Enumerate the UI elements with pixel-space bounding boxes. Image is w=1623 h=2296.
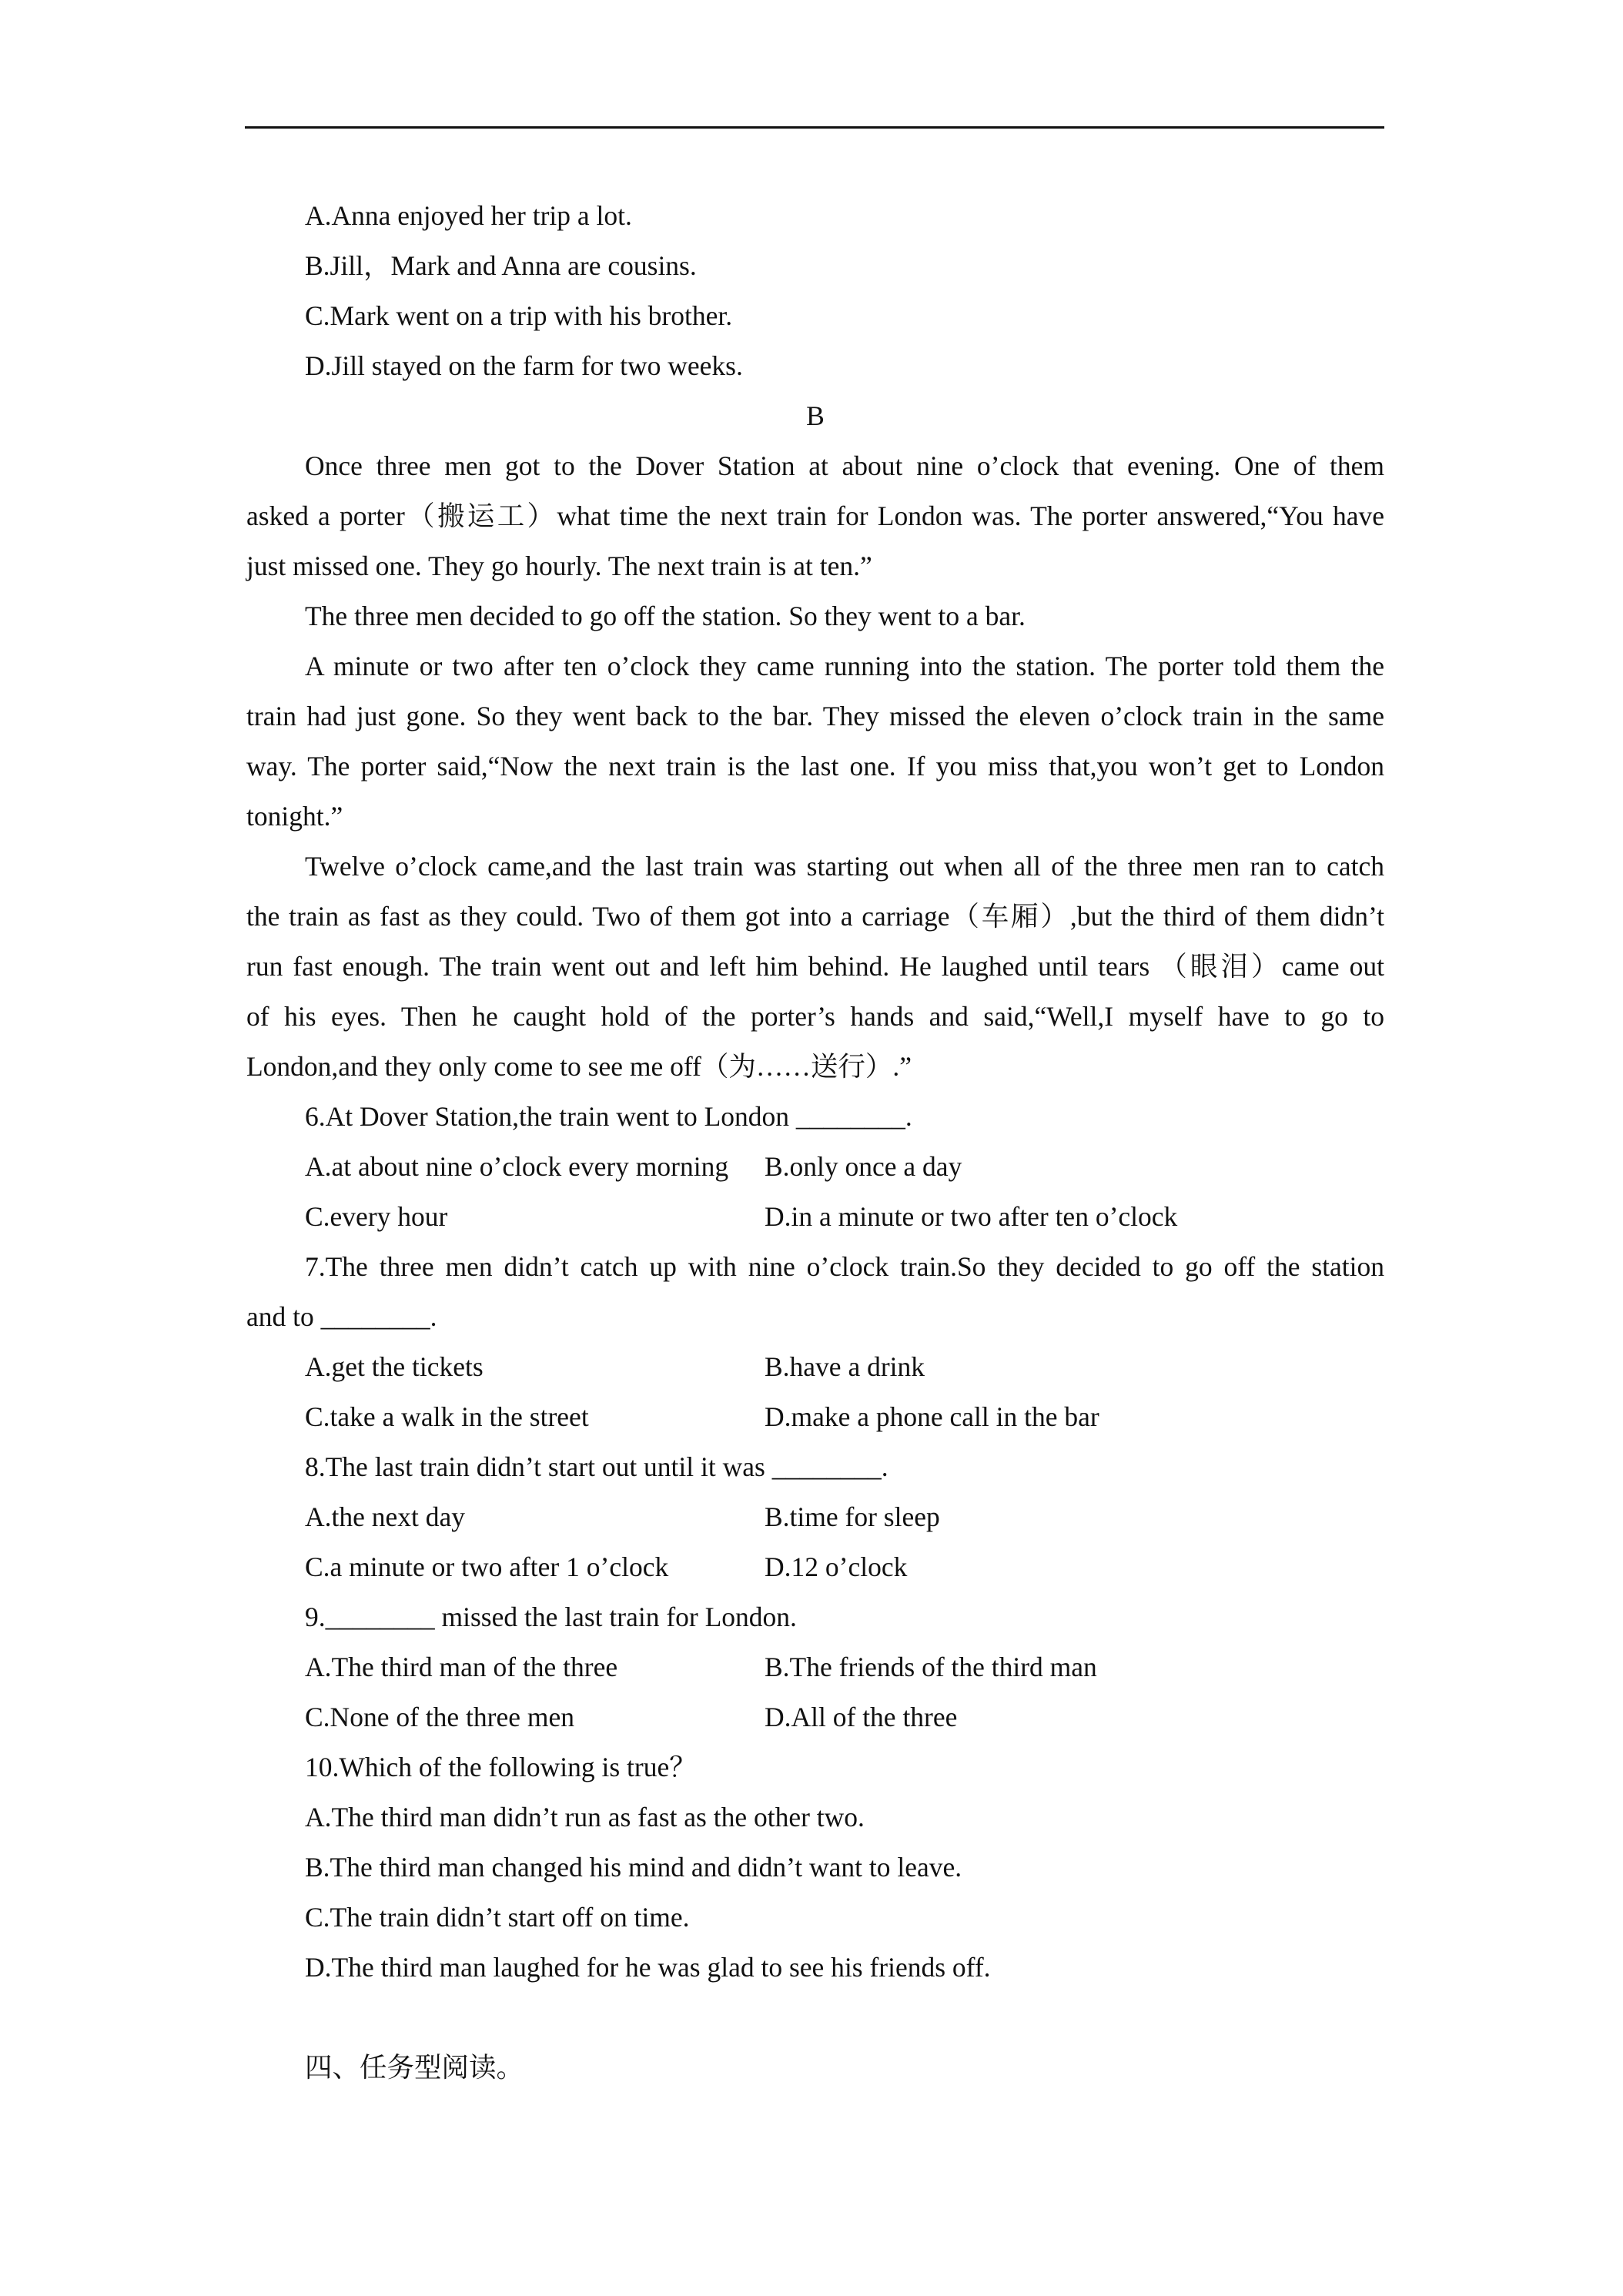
prev-option-b: B.Jill，Mark and Anna are cousins.	[305, 250, 697, 281]
question-7-stem: 7.The three men didn’t catch up with nine o’clock train.So they decided to go off the station	[305, 1251, 1384, 1282]
passage-line: The three men decided to go off the station. So they went to a bar.	[305, 601, 1026, 631]
passage-line: London,and they only come to see me off（为……送行）.”	[246, 1051, 912, 1082]
section-four-heading: 四、任务型阅读。	[305, 2052, 524, 2083]
question-8-options-ab	[246, 1492, 1384, 1542]
option-d: D.All of the three	[765, 1702, 958, 1732]
option-b: B.The friends of the third man	[765, 1652, 1097, 1682]
question-7-stem-cont: and to ________.	[246, 1301, 437, 1332]
passage-line: A minute or two after ten o’clock they came running into the station. The porter told them the	[305, 651, 1384, 681]
option-a: A.The third man of the three	[305, 1652, 618, 1682]
passage-line: just missed one. They go hourly. The next train is at ten.”	[246, 551, 872, 581]
question-8-stem: 8.The last train didn’t start out until it was ________.	[305, 1451, 888, 1482]
question-6-options-cd	[246, 1192, 1384, 1242]
passage-line: of his eyes. Then he caught hold of the porter’s hands and said,“Well,I myself have to go to	[246, 1001, 1384, 1032]
option-d: D.make a phone call in the bar	[765, 1401, 1099, 1432]
question-10-option-c: C.The train didn’t start off on time.	[305, 1902, 690, 1933]
option-c: C.None of the three men	[305, 1702, 574, 1732]
passage-line: the train as fast as they could. Two of them got into a carriage（车厢）,but the third of them didn’t	[246, 901, 1384, 932]
header-rule	[245, 126, 1384, 129]
question-10-stem: 10.Which of the following is true？	[305, 1752, 697, 1782]
passage-line: tonight.”	[246, 801, 343, 832]
page-content	[246, 191, 1384, 2093]
passage-line: way. The porter said,“Now the next train is the last one. If you miss that,you won’t get to London	[246, 751, 1384, 782]
passage-line: run fast enough. The train went out and left him behind. He laughed until tears （眼泪）came out	[246, 951, 1384, 982]
passage-line: asked a porter（搬运工）what time the next train for London was. The porter answered,“You have	[246, 500, 1384, 531]
question-8-options-cd	[246, 1542, 1384, 1592]
question-9-options-ab	[246, 1642, 1384, 1692]
spacer	[246, 1993, 1384, 2043]
option-b: B.only once a day	[765, 1151, 962, 1182]
passage-line: train had just gone. So they went back to the bar. They missed the eleven o’clock train in the same	[246, 701, 1384, 731]
prev-option-c: C.Mark went on a trip with his brother.	[305, 300, 733, 331]
question-10-option-a: A.The third man didn’t run as fast as the other two.	[305, 1802, 865, 1832]
option-d: D.in a minute or two after ten o’clock	[765, 1201, 1178, 1232]
option-c: C.every hour	[305, 1201, 448, 1232]
prev-option-a: A.Anna enjoyed her trip a lot.	[305, 200, 632, 231]
question-7-options-cd	[246, 1392, 1384, 1442]
option-b: B.have a drink	[765, 1351, 925, 1382]
option-a: A.at about nine o’clock every morning	[305, 1151, 729, 1182]
option-d: D.12 o’clock	[765, 1551, 908, 1582]
option-a: A.the next day	[305, 1501, 466, 1532]
question-7-options-ab	[246, 1342, 1384, 1392]
option-a: A.get the tickets	[305, 1351, 484, 1382]
section-b-title: B	[806, 400, 825, 431]
question-10-option-b: B.The third man changed his mind and didn’t want to leave.	[305, 1852, 962, 1883]
option-c: C.a minute or two after 1 o’clock	[305, 1551, 669, 1582]
question-9-options-cd	[246, 1692, 1384, 1742]
option-b: B.time for sleep	[765, 1501, 940, 1532]
question-9-stem: 9.________ missed the last train for London.	[305, 1602, 797, 1632]
question-6-options-ab	[246, 1142, 1384, 1192]
prev-option-d: D.Jill stayed on the farm for two weeks.	[305, 350, 743, 381]
question-10-option-d: D.The third man laughed for he was glad to see his friends off.	[305, 1952, 991, 1983]
passage-line: Once three men got to the Dover Station at about nine o’clock that evening. One of them	[305, 450, 1384, 481]
passage-line: Twelve o’clock came,and the last train was starting out when all of the three men ran to catch	[305, 851, 1384, 882]
option-c: C.take a walk in the street	[305, 1401, 589, 1432]
question-6-stem: 6.At Dover Station,the train went to London ________.	[305, 1101, 912, 1132]
